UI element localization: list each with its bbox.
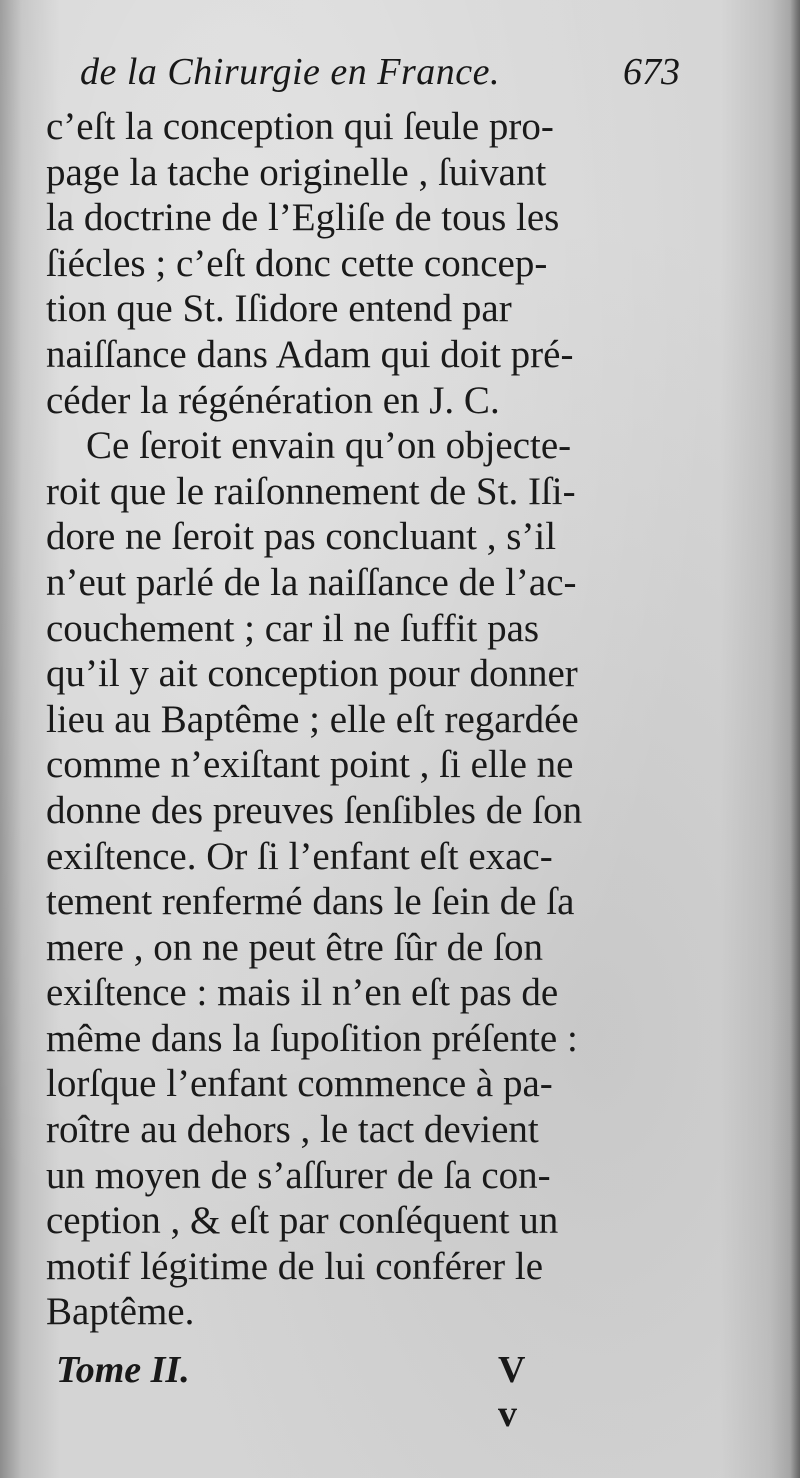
text-line: donne des preuves ſenſibles de ſon	[46, 788, 583, 832]
running-title: de la Chirurgie en France.	[80, 51, 501, 93]
paragraph-start-line: Ce ſeroit envain qu’on objecte-	[86, 424, 572, 468]
page-edge-shadow	[790, 0, 800, 1478]
signature-title: Tome II.	[56, 1349, 190, 1391]
text-line: exiſtence : mais il n’en eſt pas de	[46, 971, 559, 1015]
text-line: lieu au Baptême ; elle eſt regardée	[46, 697, 579, 741]
text-line: qu’il y ait conception pour donner	[46, 652, 578, 696]
text-line: tement renfermé dans le ſein de ſa	[46, 880, 575, 924]
text-line: roître au dehors , le tact devient	[46, 1108, 539, 1152]
text-line: comme n’exiſtant point , ſi elle ne	[46, 743, 574, 787]
text-line: même dans la ſupoſition préſente :	[46, 1016, 578, 1060]
text-line: roit que le raiſonnement de St. Iſi-	[46, 469, 576, 513]
text-line: céder la régénération en J. C.	[46, 378, 500, 422]
gathering-mark: V v	[498, 1349, 535, 1435]
text-line: motif légitime de lui conférer le	[46, 1244, 544, 1288]
body-text	[46, 104, 676, 1335]
text-line: couchement ; car il ne ſuffit pas	[46, 606, 540, 650]
text-line: naiſſance dans Adam qui doit pré-	[46, 332, 574, 376]
text-line: un moyen de s’aſſurer de ſa con-	[46, 1153, 551, 1197]
page-header	[80, 50, 680, 100]
text-line: page la tache originelle , ſuivant	[46, 150, 547, 194]
text-line: la doctrine de l’Egliſe de tous les	[46, 196, 560, 240]
text-line: c’eſt la conception qui ſeule pro-	[46, 105, 554, 148]
text-line: Baptême.	[46, 1290, 195, 1334]
text-line: ception , & eſt par conſéquent un	[46, 1199, 559, 1243]
text-line: mere , on ne peut être ſûr de ſon	[46, 925, 544, 969]
page-number: 673	[623, 51, 680, 93]
text-line: exiſtence. Or ſi l’enfant eſt exac-	[46, 834, 553, 878]
text-line: n’eut parlé de la naiſſance de l’ac-	[46, 560, 577, 604]
text-line: dore ne ſeroit pas concluant , s’il	[46, 515, 557, 559]
text-line: ſiécles ; c’eſt donc cette concep-	[46, 241, 548, 285]
text-line: tion que St. Iſidore entend par	[46, 287, 512, 331]
page-footer	[56, 1348, 576, 1435]
text-line: lorſque l’enfant commence à pa-	[46, 1062, 553, 1106]
